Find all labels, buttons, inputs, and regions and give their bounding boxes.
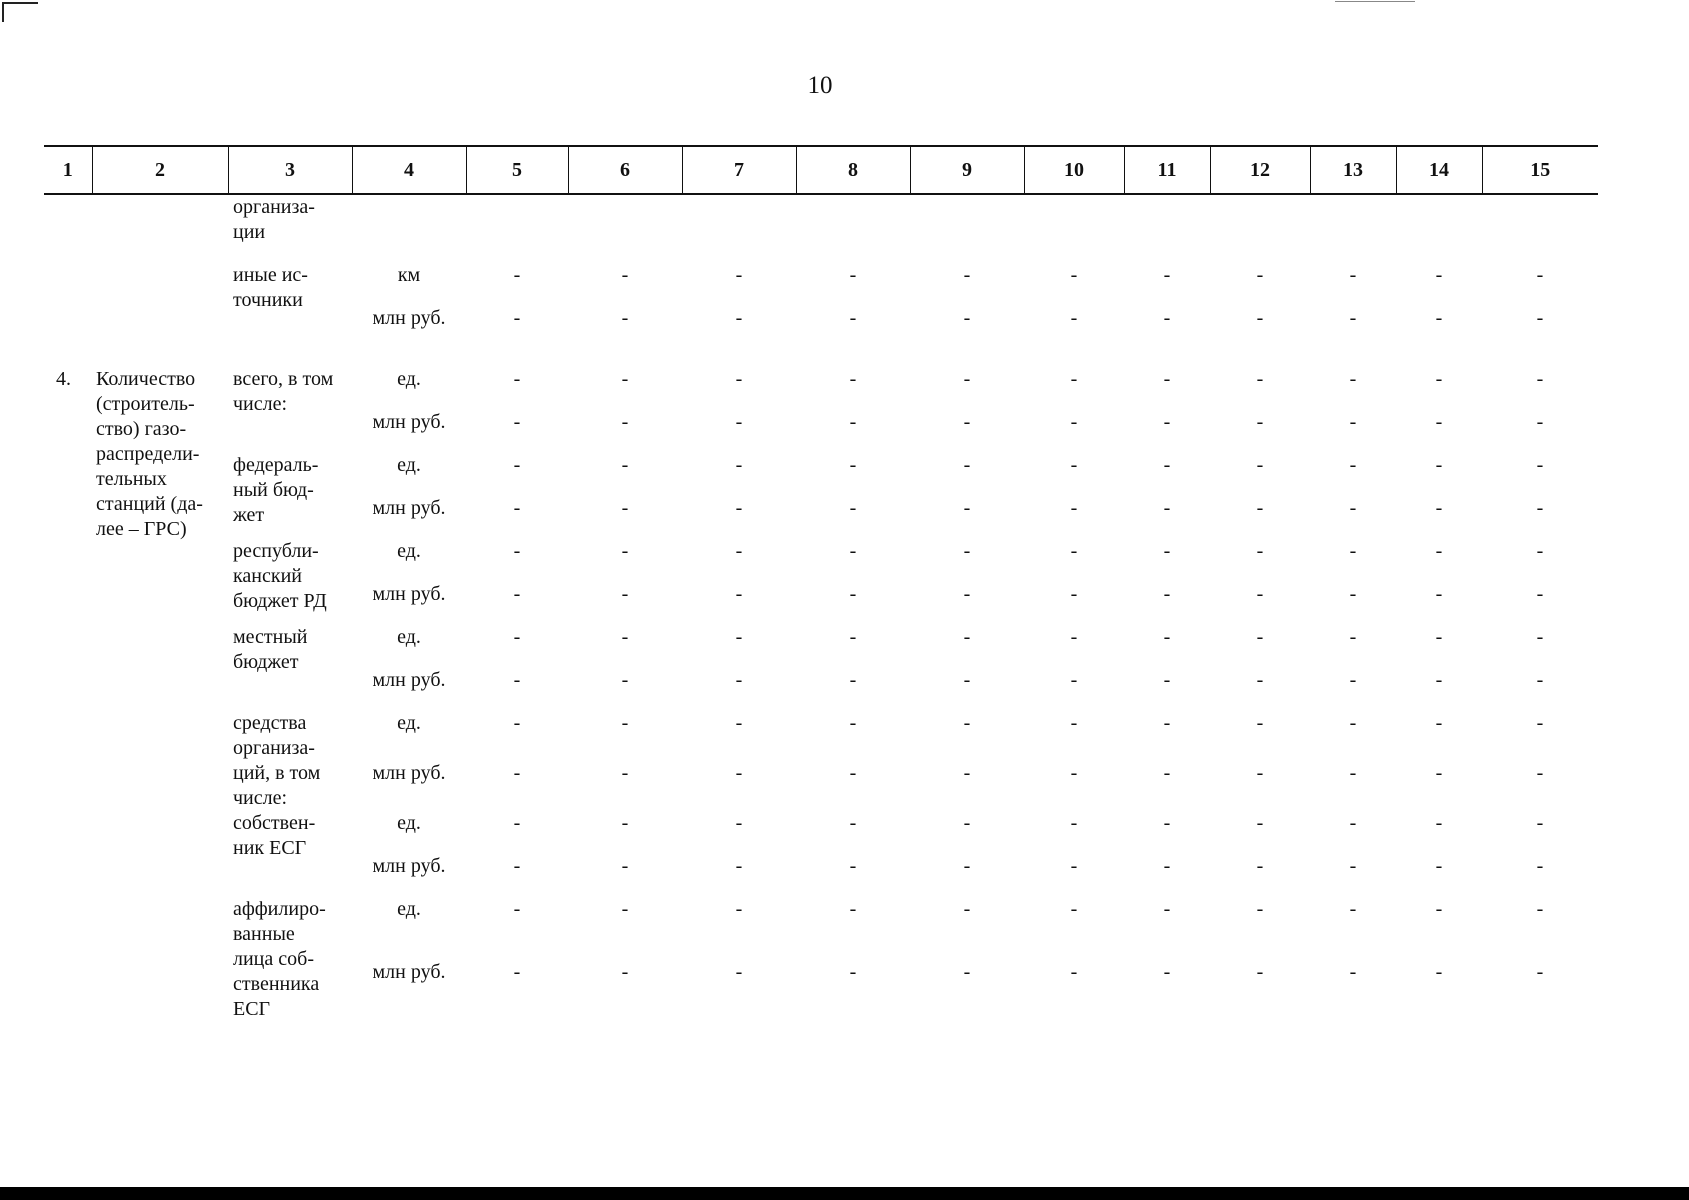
value-cell: - <box>1070 626 1078 648</box>
unit-cell: млн руб. <box>372 669 446 691</box>
value-cell: - <box>513 368 521 390</box>
value-cell: - <box>1070 411 1078 433</box>
value-cell: - <box>1435 812 1443 834</box>
column-header: 14 <box>1396 146 1482 194</box>
value-cell: - <box>735 762 743 784</box>
value-cell: - <box>1349 626 1357 648</box>
value-cell: - <box>513 626 521 648</box>
value-cell: - <box>621 762 629 784</box>
unit-cell: млн руб. <box>372 497 446 519</box>
value-cell: - <box>1349 497 1357 519</box>
header-row <box>44 146 1598 194</box>
value-cell: - <box>735 898 743 920</box>
value-cell: - <box>1349 264 1357 286</box>
value-cell: - <box>513 855 521 877</box>
indicator-cell: Количество (строитель- ство) газо- распредели- тельных станций (да- лее – ГРС) <box>96 368 203 540</box>
row-gap <box>44 245 1598 263</box>
value-cell: - <box>735 960 743 983</box>
value-cell: - <box>1435 762 1443 784</box>
value-cell: - <box>963 712 971 734</box>
column-header: 9 <box>910 146 1024 194</box>
value-cell: - <box>735 812 743 834</box>
value-cell: - <box>1256 762 1264 784</box>
value-cell: - <box>1536 540 1544 562</box>
value-cell: - <box>849 898 857 920</box>
value-cell: - <box>1536 960 1544 983</box>
column-header: 6 <box>568 146 682 194</box>
value-cell: - <box>849 669 857 691</box>
value-cell: - <box>513 411 521 433</box>
value-cell: - <box>849 762 857 784</box>
value-cell: - <box>1163 583 1171 605</box>
column-header: 4 <box>352 146 466 194</box>
value-cell: - <box>735 264 743 286</box>
value-cell: - <box>735 497 743 519</box>
value-cell: - <box>621 669 629 691</box>
data-table <box>44 145 1598 1022</box>
value-cell: - <box>1163 368 1171 390</box>
row-gap <box>44 349 1598 367</box>
value-cell: - <box>963 812 971 834</box>
page-number: 10 <box>807 72 833 99</box>
unit-cell: ед. <box>397 712 421 734</box>
indicator-cell <box>92 263 228 306</box>
table-row <box>44 711 1598 761</box>
unit-cell: млн руб. <box>372 307 446 329</box>
funding-source-cell: всего, в том числе: <box>233 368 334 415</box>
column-header: 7 <box>682 146 796 194</box>
value-cell: - <box>621 712 629 734</box>
value-cell: - <box>1536 712 1544 734</box>
value-cell: - <box>1536 264 1544 286</box>
value-cell: - <box>1536 812 1544 834</box>
funding-source-cell: собствен- ник ЕСГ <box>233 812 316 859</box>
value-cell: - <box>849 368 857 390</box>
column-header: 15 <box>1482 146 1598 194</box>
value-cell: - <box>1163 898 1171 920</box>
value-cell: - <box>963 583 971 605</box>
value-cell: - <box>1070 898 1078 920</box>
value-cell: - <box>1070 762 1078 784</box>
value-cell: - <box>1536 368 1544 390</box>
value-cell: - <box>963 307 971 329</box>
row-number: 4. <box>56 368 71 390</box>
value-cell: - <box>1536 497 1544 519</box>
indicator-cell <box>92 306 228 349</box>
value-cell: - <box>1256 855 1264 877</box>
value-cell: - <box>963 540 971 562</box>
value-cell: - <box>1070 812 1078 834</box>
value-cell: - <box>1435 855 1443 877</box>
value-cell: - <box>621 307 629 329</box>
value-cell: - <box>1163 540 1171 562</box>
column-header: 2 <box>92 146 228 194</box>
table-row <box>44 811 1598 854</box>
value-cell: - <box>849 960 857 983</box>
value-cell: - <box>1163 669 1171 691</box>
value-cell: - <box>963 454 971 476</box>
value-cell: - <box>513 307 521 329</box>
value-cell: - <box>963 626 971 648</box>
column-header: 3 <box>228 146 352 194</box>
value-cell: - <box>849 626 857 648</box>
value-cell: - <box>621 898 629 920</box>
value-cell: - <box>1536 454 1544 476</box>
row-number <box>44 194 92 245</box>
value-cell: - <box>1435 898 1443 920</box>
value-cell: - <box>621 583 629 605</box>
value-cell: - <box>735 855 743 877</box>
scan-top-rule <box>1335 1 1415 2</box>
value-cell: - <box>1070 669 1078 691</box>
value-cell: - <box>1349 540 1357 562</box>
unit-cell: млн руб. <box>372 960 446 983</box>
value-cell: - <box>1435 411 1443 433</box>
value-cell: - <box>621 368 629 390</box>
table-row <box>44 539 1598 582</box>
funding-source-cell: средства организа- ций, в том числе: <box>233 712 321 809</box>
value-cell: - <box>1536 307 1544 329</box>
value-cell: - <box>1536 583 1544 605</box>
value-cell: - <box>1536 855 1544 877</box>
table-row <box>44 263 1598 306</box>
unit-cell: млн руб. <box>372 583 446 605</box>
value-cell: - <box>1163 307 1171 329</box>
value-cell: - <box>513 264 521 286</box>
funding-source-cell: местный бюджет <box>233 626 308 673</box>
scan-corner-mark <box>2 2 38 22</box>
value-cell: - <box>513 762 521 784</box>
value-cell: - <box>1163 264 1171 286</box>
table-row <box>44 367 1598 410</box>
value-cell: - <box>1256 411 1264 433</box>
funding-source-cell: аффилиро- ванные лица соб- ственника ЕСГ <box>233 898 326 1020</box>
value-cell: - <box>621 626 629 648</box>
value-cell: - <box>513 712 521 734</box>
value-cell: - <box>1163 497 1171 519</box>
table-row <box>44 194 1598 245</box>
value-cell: - <box>1163 411 1171 433</box>
value-cell: - <box>1349 669 1357 691</box>
table-row <box>44 453 1598 496</box>
value-cell: - <box>1435 669 1443 691</box>
value-cell: - <box>963 368 971 390</box>
value-cell: - <box>1435 960 1443 983</box>
value-cell: - <box>1070 307 1078 329</box>
scan-bottom-edge <box>0 1187 1689 1200</box>
value-cell: - <box>1435 712 1443 734</box>
value-cell: - <box>849 583 857 605</box>
value-cell: - <box>1536 626 1544 648</box>
column-header: 13 <box>1310 146 1396 194</box>
value-cell: - <box>1163 855 1171 877</box>
value-cell: - <box>621 855 629 877</box>
column-header: 8 <box>796 146 910 194</box>
value-cell: - <box>513 669 521 691</box>
value-cell <box>568 194 682 245</box>
value-cell: - <box>621 264 629 286</box>
value-cell: - <box>1435 540 1443 562</box>
value-cell: - <box>1256 812 1264 834</box>
value-cell: - <box>849 411 857 433</box>
value-cell: - <box>513 540 521 562</box>
value-cell: - <box>1256 626 1264 648</box>
value-cell: - <box>1349 307 1357 329</box>
unit-cell: ед. <box>397 540 421 562</box>
value-cell: - <box>1070 264 1078 286</box>
value-cell: - <box>1256 264 1264 286</box>
value-cell <box>1210 194 1310 245</box>
value-cell: - <box>1070 583 1078 605</box>
unit-cell: ед. <box>397 454 421 476</box>
value-cell: - <box>735 583 743 605</box>
row-number <box>44 263 92 306</box>
value-cell: - <box>735 454 743 476</box>
value-cell: - <box>1163 812 1171 834</box>
value-cell: - <box>513 583 521 605</box>
value-cell: - <box>963 898 971 920</box>
value-cell: - <box>1536 669 1544 691</box>
value-cell: - <box>735 669 743 691</box>
value-cell: - <box>963 855 971 877</box>
value-cell <box>466 194 568 245</box>
value-cell: - <box>1349 762 1357 784</box>
value-cell: - <box>1256 712 1264 734</box>
value-cell: - <box>1349 855 1357 877</box>
value-cell: - <box>735 712 743 734</box>
value-cell: - <box>1070 497 1078 519</box>
value-cell <box>1396 194 1482 245</box>
unit-cell: ед. <box>397 368 421 390</box>
value-cell: - <box>621 812 629 834</box>
value-cell: - <box>735 411 743 433</box>
value-cell: - <box>1536 411 1544 433</box>
unit-cell <box>352 194 466 245</box>
column-header: 5 <box>466 146 568 194</box>
value-cell: - <box>735 307 743 329</box>
value-cell: - <box>1256 497 1264 519</box>
unit-cell: млн руб. <box>372 762 446 784</box>
value-cell: - <box>1536 762 1544 784</box>
value-cell: - <box>1256 898 1264 920</box>
funding-source-cell: федераль- ный бюд- жет <box>233 454 319 526</box>
funding-source-cell: организа- ции <box>233 196 315 243</box>
value-cell: - <box>1349 712 1357 734</box>
value-cell: - <box>1256 307 1264 329</box>
value-cell <box>682 194 796 245</box>
value-cell: - <box>1349 898 1357 920</box>
value-cell: - <box>1435 626 1443 648</box>
value-cell: - <box>513 812 521 834</box>
value-cell: - <box>621 497 629 519</box>
value-cell: - <box>963 497 971 519</box>
value-cell: - <box>621 540 629 562</box>
value-cell: - <box>1070 960 1078 983</box>
unit-cell: ед. <box>397 812 421 834</box>
row-number <box>44 306 92 349</box>
value-cell: - <box>849 454 857 476</box>
value-cell <box>1024 194 1124 245</box>
value-cell: - <box>1070 712 1078 734</box>
value-cell: - <box>1163 454 1171 476</box>
unit-cell: км <box>397 264 421 286</box>
value-cell: - <box>1349 583 1357 605</box>
value-cell: - <box>849 712 857 734</box>
value-cell: - <box>621 411 629 433</box>
value-cell: - <box>1435 454 1443 476</box>
value-cell: - <box>1256 454 1264 476</box>
value-cell: - <box>1435 307 1443 329</box>
value-cell: - <box>1256 368 1264 390</box>
value-cell: - <box>849 812 857 834</box>
value-cell: - <box>621 454 629 476</box>
unit-cell: ед. <box>397 898 421 920</box>
value-cell: - <box>1163 960 1171 983</box>
unit-cell: млн руб. <box>372 855 446 877</box>
value-cell: - <box>735 368 743 390</box>
value-cell: - <box>513 497 521 519</box>
funding-source-cell: иные ис- точники <box>233 264 308 311</box>
value-cell: - <box>1536 898 1544 920</box>
value-cell: - <box>1256 540 1264 562</box>
value-cell: - <box>1256 960 1264 983</box>
value-cell: - <box>963 669 971 691</box>
value-cell: - <box>963 411 971 433</box>
indicator-cell <box>92 194 228 245</box>
value-cell <box>1310 194 1396 245</box>
value-cell: - <box>735 540 743 562</box>
value-cell: - <box>1070 855 1078 877</box>
value-cell: - <box>513 960 521 983</box>
value-cell: - <box>963 264 971 286</box>
value-cell: - <box>849 264 857 286</box>
value-cell <box>796 194 910 245</box>
table-row <box>44 625 1598 668</box>
value-cell: - <box>1349 454 1357 476</box>
unit-cell: ед. <box>397 626 421 648</box>
value-cell: - <box>513 898 521 920</box>
value-cell: - <box>849 497 857 519</box>
value-cell: - <box>849 307 857 329</box>
value-cell: - <box>1435 264 1443 286</box>
value-cell: - <box>621 960 629 983</box>
value-cell: - <box>1070 368 1078 390</box>
value-cell: - <box>1435 497 1443 519</box>
value-cell: - <box>1349 812 1357 834</box>
value-cell: - <box>513 454 521 476</box>
value-cell <box>1482 194 1598 245</box>
value-cell: - <box>963 762 971 784</box>
value-cell <box>910 194 1024 245</box>
value-cell: - <box>1163 626 1171 648</box>
funding-source-cell: республи- канский бюджет РД <box>233 540 327 612</box>
column-header: 11 <box>1124 146 1210 194</box>
column-header: 1 <box>44 146 92 194</box>
value-cell: - <box>1070 454 1078 476</box>
value-cell: - <box>1070 540 1078 562</box>
value-cell: - <box>1349 368 1357 390</box>
value-cell: - <box>735 626 743 648</box>
value-cell: - <box>1163 762 1171 784</box>
value-cell <box>1124 194 1210 245</box>
value-cell: - <box>849 855 857 877</box>
value-cell: - <box>1256 669 1264 691</box>
value-cell: - <box>1256 583 1264 605</box>
value-cell: - <box>963 960 971 983</box>
table-row <box>44 897 1598 960</box>
unit-cell: млн руб. <box>372 411 446 433</box>
column-header: 12 <box>1210 146 1310 194</box>
value-cell: - <box>1435 368 1443 390</box>
value-cell: - <box>849 540 857 562</box>
value-cell: - <box>1349 960 1357 983</box>
value-cell: - <box>1435 583 1443 605</box>
column-header: 10 <box>1024 146 1124 194</box>
value-cell: - <box>1163 712 1171 734</box>
value-cell: - <box>1349 411 1357 433</box>
